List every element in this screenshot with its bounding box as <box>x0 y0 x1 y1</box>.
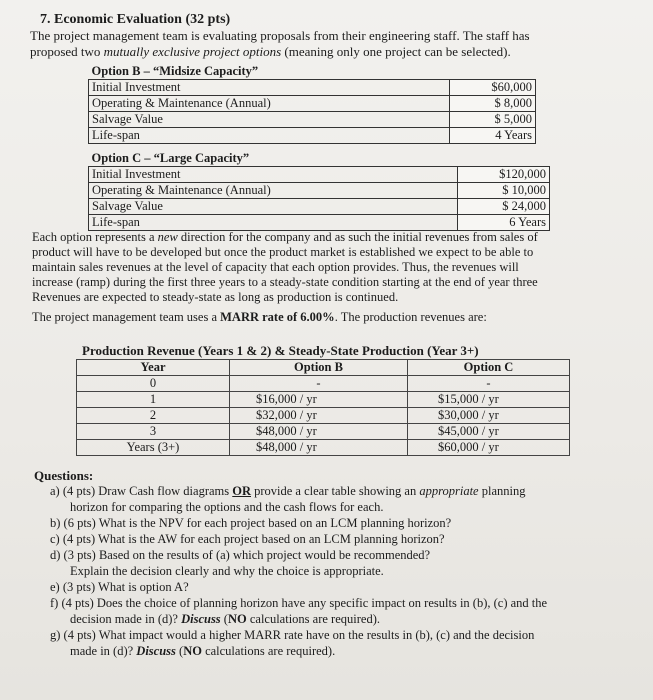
table-row <box>77 408 570 424</box>
revenue-header: Option B <box>230 360 408 376</box>
intro-line-2: proposed two mutually exclusive project options (meaning only one project can be selected). <box>30 44 511 59</box>
question-d-cont: Explain the decision clearly and why the choice is appropriate. <box>70 564 384 578</box>
option-c-revenue: $15,000 / yr <box>408 392 570 408</box>
year-cell: 1 <box>77 392 230 408</box>
marr-line: The project management team uses a MARR rate of 6.00%. The production revenues are: <box>32 310 487 324</box>
option-b-value: $60,000 <box>450 80 536 96</box>
question-f-cont: decision made in (d)? Discuss (NO calculations are required). <box>70 612 380 626</box>
option-b-revenue: - <box>230 376 408 392</box>
option-b-title: Option B – “Midsize Capacity” <box>91 64 259 78</box>
option-c-label: Life-span <box>89 215 458 231</box>
option-c-value: $120,000 <box>458 167 550 183</box>
question-f: f) (4 pts) Does the choice of planning horizon have any specific impact on results in (b), (c) and the <box>50 596 548 610</box>
option-b-label: Operating & Maintenance (Annual) <box>89 96 450 112</box>
intro-line-1: The project management team is evaluating proposals from their engineering staff. The staff has <box>30 28 530 43</box>
option-c-label: Salvage Value <box>89 199 458 215</box>
option-b-table <box>88 64 536 144</box>
description-paragraph <box>32 230 642 325</box>
option-b-value: $ 8,000 <box>450 96 536 112</box>
question-a-cont: horizon for comparing the options and the cash flows for each. <box>70 500 384 514</box>
option-c-revenue: $45,000 / yr <box>408 424 570 440</box>
option-c-value: $ 10,000 <box>458 183 550 199</box>
table-row <box>77 440 570 456</box>
revenue-table-title: Production Revenue (Years 1 & 2) & Steady-State Production (Year 3+) <box>82 343 479 358</box>
question-e: e) (3 pts) What is option A? <box>50 580 189 594</box>
intro-text <box>30 28 630 60</box>
question-c: c) (4 pts) What is the AW for each project based on an LCM planning horizon? <box>50 532 445 546</box>
option-b-label: Life-span <box>89 128 450 144</box>
para-line: product will have to be developed but once the product market is established we expect to be able to <box>32 245 534 259</box>
year-cell: 0 <box>77 376 230 392</box>
para-line: Each option represents a new direction for the company and as such the initial revenues from sales of <box>32 230 538 244</box>
option-c-value: $ 24,000 <box>458 199 550 215</box>
option-c-table <box>88 151 550 231</box>
option-c-revenue: - <box>408 376 570 392</box>
option-b-value: 4 Years <box>450 128 536 144</box>
question-g: g) (4 pts) What impact would a higher MARR rate have on the results in (b), (c) and the decision <box>50 628 535 642</box>
problem-header: 7. Economic Evaluation (32 pts) <box>40 12 231 27</box>
revenue-header: Option C <box>408 360 570 376</box>
question-d: d) (3 pts) Based on the results of (a) which project would be recommended? <box>50 548 431 562</box>
option-c-revenue: $30,000 / yr <box>408 408 570 424</box>
option-c-value: 6 Years <box>458 215 550 231</box>
revenue-header: Year <box>77 360 230 376</box>
option-c-label: Initial Investment <box>89 167 458 183</box>
table-row <box>77 424 570 440</box>
option-b-value: $ 5,000 <box>450 112 536 128</box>
table-row <box>77 376 570 392</box>
table-row <box>77 392 570 408</box>
option-b-revenue: $48,000 / yr <box>230 424 408 440</box>
year-cell: 3 <box>77 424 230 440</box>
option-c-label: Operating & Maintenance (Annual) <box>89 183 458 199</box>
question-a: a) (4 pts) Draw Cash flow diagrams OR provide a clear table showing an appropriate planning <box>50 484 526 498</box>
questions-list <box>50 483 640 659</box>
para-line: Revenues are expected to steady-state as long as production is continued. <box>32 290 399 304</box>
revenue-table <box>76 359 570 456</box>
option-c-title: Option C – “Large Capacity” <box>91 151 250 165</box>
option-b-label: Salvage Value <box>89 112 450 128</box>
option-c-revenue: $60,000 / yr <box>408 440 570 456</box>
para-line: increase (ramp) during the first three years to a steady-state condition starting at the end of year three <box>32 275 538 289</box>
year-cell: 2 <box>77 408 230 424</box>
question-g-cont: made in (d)? Discuss (NO calculations are required). <box>70 644 336 658</box>
option-b-revenue: $48,000 / yr <box>230 440 408 456</box>
questions-heading: Questions: <box>34 468 94 483</box>
para-line: maintain sales revenues at the level of capacity that each option provides. Thus, the revenues will <box>32 260 519 274</box>
year-cell: Years (3+) <box>77 440 230 456</box>
option-b-label: Initial Investment <box>89 80 450 96</box>
option-b-revenue: $16,000 / yr <box>230 392 408 408</box>
option-b-revenue: $32,000 / yr <box>230 408 408 424</box>
question-b: b) (6 pts) What is the NPV for each project based on an LCM planning horizon? <box>50 516 452 530</box>
